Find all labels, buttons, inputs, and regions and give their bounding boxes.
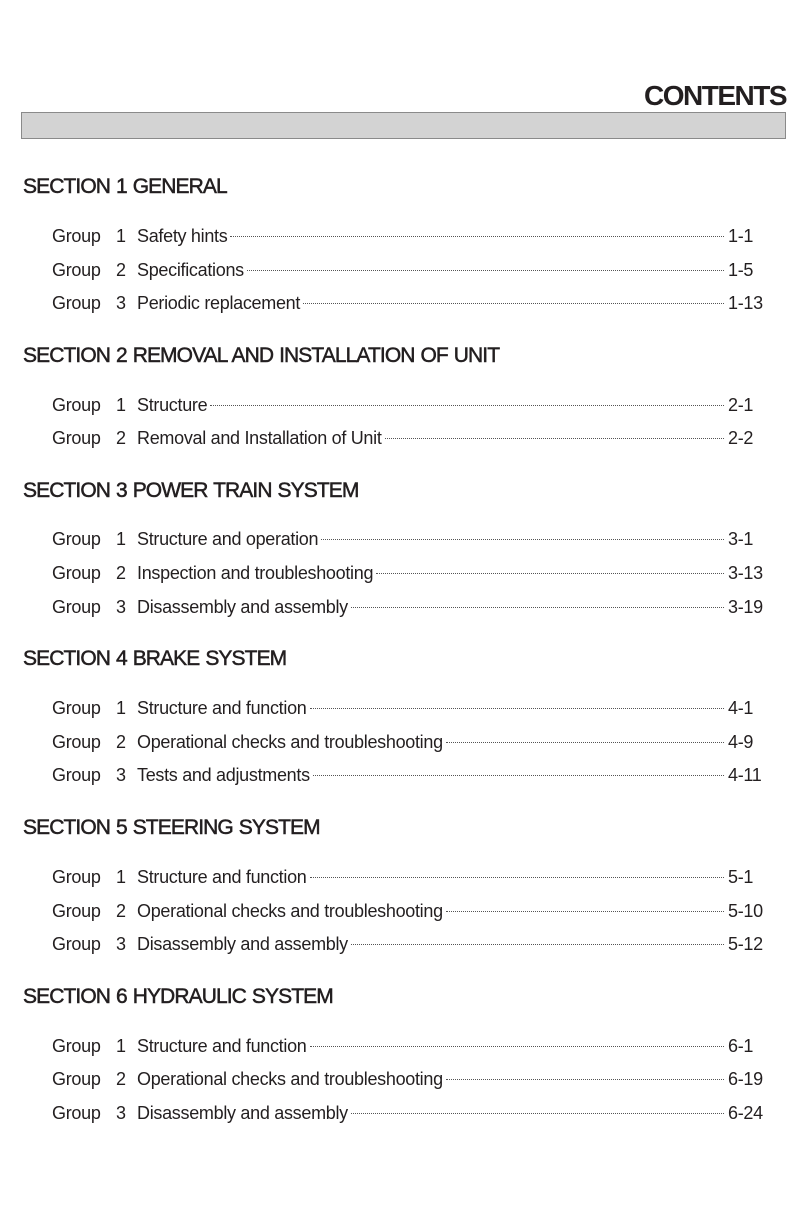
- group-word: Group: [52, 867, 101, 887]
- dot-leader: [351, 1113, 724, 1114]
- group-word: Group: [52, 529, 101, 549]
- section-heading-1: SECTION 1 GENERAL: [23, 175, 227, 198]
- toc-entry[interactable]: [52, 393, 767, 417]
- toc-entry[interactable]: [52, 595, 767, 619]
- group-word: Group: [52, 765, 101, 785]
- toc-entry[interactable]: [52, 1101, 767, 1125]
- group-number: 1: [116, 698, 126, 718]
- title-bar: [21, 112, 786, 139]
- toc-entry[interactable]: [52, 763, 767, 787]
- group-word: Group: [52, 1103, 101, 1123]
- dot-leader: [310, 708, 724, 709]
- entry-title: Safety hints: [137, 226, 228, 246]
- group-word: Group: [52, 1069, 101, 1089]
- page-reference: 6-24: [728, 1103, 763, 1123]
- entry-title: Tests and adjustments: [137, 765, 310, 785]
- page-reference: 2-2: [728, 428, 754, 448]
- page-reference: 1-13: [728, 293, 763, 313]
- dot-leader: [303, 303, 724, 304]
- group-number: 1: [116, 1036, 126, 1056]
- toc-entry[interactable]: [52, 426, 767, 450]
- group-word: Group: [52, 293, 101, 313]
- page-reference: 3-1: [728, 529, 754, 549]
- group-number: 1: [116, 867, 126, 887]
- entry-title: Disassembly and assembly: [137, 1103, 348, 1123]
- entry-title: Disassembly and assembly: [137, 934, 348, 954]
- group-number: 1: [116, 395, 126, 415]
- dot-leader: [446, 911, 724, 912]
- entry-title: Operational checks and troubleshooting: [137, 901, 443, 921]
- group-word: Group: [52, 1036, 101, 1056]
- dot-leader: [313, 775, 724, 776]
- page-reference: 4-1: [728, 698, 754, 718]
- dot-leader: [446, 1079, 724, 1080]
- toc-entry[interactable]: [52, 865, 767, 889]
- group-word: Group: [52, 563, 101, 583]
- group-word: Group: [52, 226, 101, 246]
- dot-leader: [210, 405, 724, 406]
- group-word: Group: [52, 698, 101, 718]
- page-reference: 2-1: [728, 395, 754, 415]
- entry-title: Removal and Installation of Unit: [137, 428, 382, 448]
- group-word: Group: [52, 901, 101, 921]
- entry-title: Operational checks and troubleshooting: [137, 1069, 443, 1089]
- section-heading-6: SECTION 6 HYDRAULIC SYSTEM: [23, 985, 333, 1008]
- group-number: 2: [116, 563, 126, 583]
- group-word: Group: [52, 732, 101, 752]
- group-number: 3: [116, 1103, 126, 1123]
- toc-entry[interactable]: [52, 258, 767, 282]
- dot-leader: [351, 944, 724, 945]
- section-heading-4: SECTION 4 BRAKE SYSTEM: [23, 647, 287, 670]
- group-number: 2: [116, 1069, 126, 1089]
- page-reference: 3-19: [728, 597, 763, 617]
- toc-entry[interactable]: [52, 932, 767, 956]
- dot-leader: [385, 438, 724, 439]
- page-reference: 5-10: [728, 901, 763, 921]
- page-reference: 4-9: [728, 732, 754, 752]
- group-word: Group: [52, 428, 101, 448]
- entry-title: Structure and function: [137, 1036, 307, 1056]
- group-word: Group: [52, 395, 101, 415]
- dot-leader: [310, 1046, 724, 1047]
- group-number: 2: [116, 901, 126, 921]
- group-number: 2: [116, 260, 126, 280]
- entry-title: Disassembly and assembly: [137, 597, 348, 617]
- entry-title: Operational checks and troubleshooting: [137, 732, 443, 752]
- dot-leader: [310, 877, 724, 878]
- entry-title: Structure and function: [137, 698, 307, 718]
- toc-entry[interactable]: [52, 1067, 767, 1091]
- group-number: 3: [116, 597, 126, 617]
- group-number: 1: [116, 226, 126, 246]
- dot-leader: [230, 236, 724, 237]
- page-reference: 5-12: [728, 934, 763, 954]
- entry-title: Structure and operation: [137, 529, 319, 549]
- group-word: Group: [52, 934, 101, 954]
- page-reference: 4-11: [728, 765, 762, 785]
- section-heading-3: SECTION 3 POWER TRAIN SYSTEM: [23, 479, 359, 502]
- page-reference: 1-5: [728, 260, 754, 280]
- page-reference: 6-1: [728, 1036, 754, 1056]
- dot-leader: [247, 270, 724, 271]
- dot-leader: [376, 573, 724, 574]
- toc-entry[interactable]: [52, 224, 767, 248]
- dot-leader: [351, 607, 724, 608]
- group-word: Group: [52, 597, 101, 617]
- dot-leader: [321, 539, 724, 540]
- dot-leader: [446, 742, 724, 743]
- toc-entry[interactable]: [52, 527, 767, 551]
- page-reference: 5-1: [728, 867, 754, 887]
- entry-title: Periodic replacement: [137, 293, 301, 313]
- page-title: CONTENTS: [644, 80, 786, 111]
- section-heading-5: SECTION 5 STEERING SYSTEM: [23, 816, 320, 839]
- group-number: 3: [116, 293, 126, 313]
- group-number: 1: [116, 529, 126, 549]
- entry-title: Inspection and troubleshooting: [137, 563, 374, 583]
- toc-entry[interactable]: [52, 899, 767, 923]
- toc-entry[interactable]: [52, 1034, 767, 1058]
- toc-entry[interactable]: [52, 291, 767, 315]
- page-reference: 1-1: [728, 226, 754, 246]
- toc-entry[interactable]: [52, 561, 767, 585]
- toc-entry[interactable]: [52, 730, 767, 754]
- group-number: 3: [116, 934, 126, 954]
- group-number: 2: [116, 428, 126, 448]
- entry-title: Specifications: [137, 260, 244, 280]
- entry-title: Structure: [137, 395, 208, 415]
- group-number: 2: [116, 732, 126, 752]
- page-reference: 3-13: [728, 563, 763, 583]
- page-reference: 6-19: [728, 1069, 763, 1089]
- entry-title: Structure and function: [137, 867, 307, 887]
- group-word: Group: [52, 260, 101, 280]
- section-heading-2: SECTION 2 REMOVAL AND INSTALLATION OF UNIT: [23, 344, 500, 367]
- toc-entry[interactable]: [52, 696, 767, 720]
- group-number: 3: [116, 765, 126, 785]
